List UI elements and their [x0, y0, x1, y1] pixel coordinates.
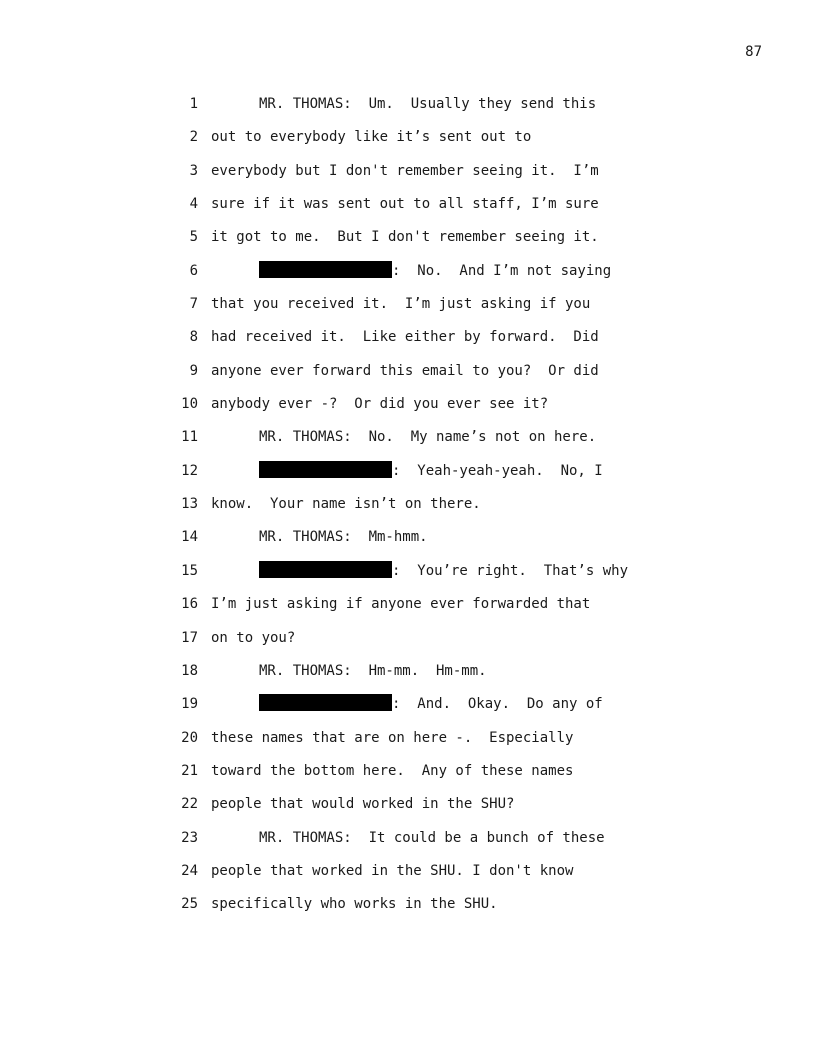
transcript-line — [0, 628, 816, 661]
line-content: people that worked in the SHU. I don't know — [211, 862, 574, 879]
line-number: 25 — [181, 896, 198, 913]
line-number: 22 — [181, 796, 198, 813]
page-number: 87 — [745, 44, 762, 60]
transcript-line — [0, 894, 816, 927]
transcript-line — [0, 594, 816, 627]
line-text — [211, 294, 590, 314]
line-content: it got to me. But I don't remember seeing it. — [211, 229, 599, 246]
line-text — [211, 761, 573, 781]
line-text — [211, 461, 603, 481]
line-number: 8 — [189, 329, 198, 346]
line-content: MR. THOMAS: Um. Usually they send this — [259, 96, 597, 112]
transcript-line — [0, 294, 816, 327]
line-content: sure if it was sent out to all staff, I’m sure — [211, 196, 599, 213]
line-number: 14 — [181, 529, 198, 546]
line-content: anybody ever -? Or did you ever see it? — [211, 396, 549, 413]
line-text — [211, 394, 548, 414]
line-content: : No. And I’m not saying — [392, 262, 612, 279]
line-content: people that would worked in the SHU? — [211, 796, 515, 813]
line-text — [211, 261, 611, 281]
line-number: 15 — [181, 562, 198, 579]
line-content: know. Your name isn’t on there. — [211, 496, 481, 513]
line-text — [211, 94, 596, 114]
line-text — [211, 527, 428, 547]
line-number: 6 — [189, 262, 198, 279]
line-text — [211, 161, 599, 181]
line-content: : You’re right. That’s why — [392, 562, 629, 579]
line-content: these names that are on here -. Especially — [211, 729, 574, 746]
line-content: : Yeah-yeah-yeah. No, I — [392, 462, 603, 479]
transcript-line — [0, 127, 816, 160]
line-text — [211, 227, 599, 247]
line-text — [211, 427, 596, 447]
line-content: toward the bottom here. Any of these names — [211, 762, 574, 779]
line-text — [211, 728, 573, 748]
line-text — [211, 694, 603, 714]
line-text — [211, 327, 599, 347]
transcript-line — [0, 261, 816, 294]
transcript-line — [0, 561, 816, 594]
line-content: out to everybody like it’s sent out to — [211, 129, 532, 146]
line-text — [211, 861, 573, 881]
line-number: 1 — [189, 96, 198, 112]
transcript-line — [0, 94, 816, 127]
line-content: specifically who works in the SHU. — [211, 896, 498, 913]
line-number: 9 — [189, 362, 198, 379]
line-number: 12 — [181, 462, 198, 479]
line-number: 20 — [181, 729, 198, 746]
line-content: I’m just asking if anyone ever forwarded that — [211, 596, 591, 613]
transcript-line — [0, 161, 816, 194]
line-number: 17 — [181, 629, 198, 646]
line-text — [211, 594, 590, 614]
transcript-line — [0, 661, 816, 694]
line-content: everybody but I don't remember seeing it. I’m — [211, 162, 599, 179]
redacted-speaker-name — [259, 561, 392, 578]
line-number: 7 — [189, 296, 198, 313]
line-text — [211, 794, 514, 814]
line-text — [211, 127, 531, 147]
transcript-line — [0, 194, 816, 227]
transcript-line — [0, 394, 816, 427]
line-number: 19 — [181, 696, 198, 713]
line-content: MR. THOMAS: No. My name’s not on here. — [259, 429, 597, 446]
transcript-line — [0, 327, 816, 360]
line-content: MR. THOMAS: Hm-mm. Hm-mm. — [259, 662, 487, 679]
line-number: 3 — [189, 162, 198, 179]
transcript-line — [0, 461, 816, 494]
redacted-speaker-name — [259, 261, 392, 278]
line-text — [211, 194, 599, 214]
transcript-line — [0, 828, 816, 861]
line-content: MR. THOMAS: It could be a bunch of these — [259, 829, 605, 846]
line-number: 21 — [181, 762, 198, 779]
transcript-line — [0, 694, 816, 727]
transcript-line — [0, 794, 816, 827]
transcript-line — [0, 227, 816, 260]
transcript-body — [0, 94, 816, 928]
line-number: 10 — [181, 396, 198, 413]
line-text — [211, 628, 295, 648]
line-text — [211, 361, 599, 381]
line-number: 16 — [181, 596, 198, 613]
transcript-line — [0, 861, 816, 894]
line-text — [211, 561, 628, 581]
transcript-line — [0, 494, 816, 527]
transcript-line — [0, 427, 816, 460]
transcript-line — [0, 728, 816, 761]
line-number: 24 — [181, 862, 198, 879]
line-content: MR. THOMAS: Mm-hmm. — [259, 529, 428, 546]
line-text — [211, 661, 487, 681]
line-content: on to you? — [211, 629, 296, 646]
line-text — [211, 894, 498, 914]
line-number: 5 — [189, 229, 198, 246]
line-content: anyone ever forward this email to you? Or did — [211, 362, 599, 379]
line-number: 2 — [189, 129, 198, 146]
line-text — [211, 494, 481, 514]
line-number: 18 — [181, 662, 198, 679]
line-content: had received it. Like either by forward. Did — [211, 329, 599, 346]
line-text — [211, 828, 605, 848]
line-content: that you received it. I’m just asking if you — [211, 296, 591, 313]
redacted-speaker-name — [259, 694, 392, 711]
line-content: : And. Okay. Do any of — [392, 696, 603, 713]
transcript-line — [0, 761, 816, 794]
redacted-speaker-name — [259, 461, 392, 478]
line-number: 4 — [189, 196, 198, 213]
line-number: 23 — [181, 829, 198, 846]
line-number: 13 — [181, 496, 198, 513]
line-number: 11 — [181, 429, 198, 446]
transcript-line — [0, 527, 816, 560]
transcript-line — [0, 361, 816, 394]
